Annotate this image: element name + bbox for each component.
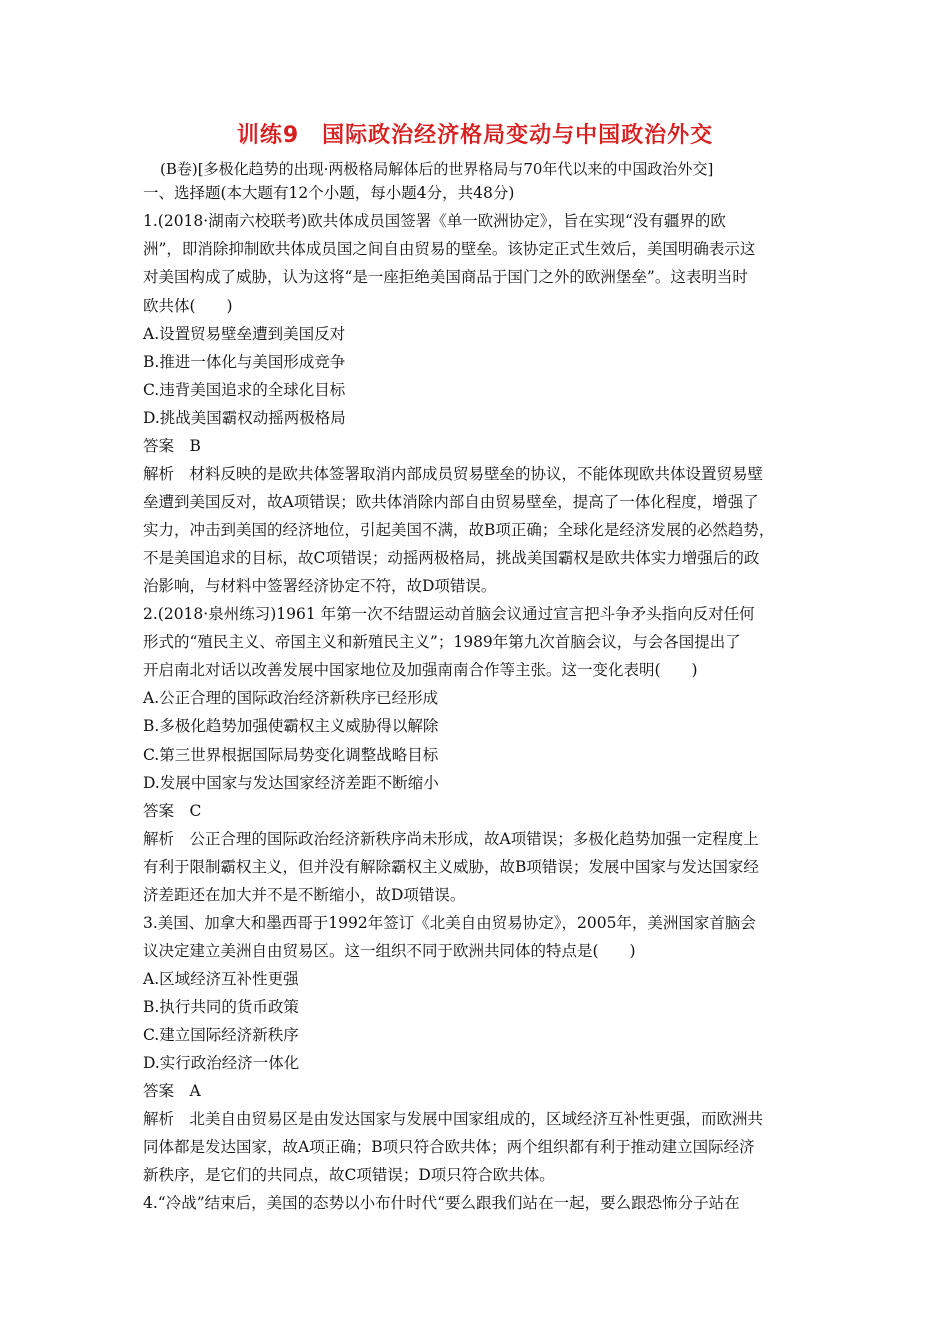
text-line: D.实行政治经济一体化 [143, 1054, 300, 1072]
text-line: 4.“冷战”结束后，美国的态势以小布什时代“要么跟我们站在一起，要么跟恐怖分子站在 [143, 1194, 740, 1212]
text-line: 济差距还在加大并不是不断缩小，故D项错误。 [143, 886, 466, 904]
section-heading: 一、选择题(本大题有12个小题，每小题4分，共48分) [143, 184, 515, 202]
text-line: 答案 C [143, 802, 202, 820]
page-title: 训练9 国际政治经济格局变动与中国政治外交 [236, 123, 714, 148]
text-line: C.第三世界根据国际局势变化调整战略目标 [143, 746, 439, 764]
text-line: 垒遭到美国反对，故A项错误；欧共体消除内部自由贸易壁垒，提高了一体化程度，增强了 [143, 493, 759, 511]
text-line: 不是美国追求的目标，故C项错误；动摇两极格局，挑战美国霸权是欧共体实力增强后的政 [143, 549, 760, 567]
text-line: B.多极化趋势加强使霸权主义威胁得以解除 [143, 717, 439, 735]
text-line: 治影响，与材料中签署经济协定不符，故D项错误。 [143, 577, 497, 595]
text-line: B.推进一体化与美国形成竞争 [143, 353, 346, 371]
page-subtitle: (B卷)[多极化趋势的出现·两极格局解体后的世界格局与70年代以来的中国政治外交] [160, 160, 714, 178]
text-line: 答案 A [143, 1082, 201, 1100]
text-line: 开启南北对话以改善发展中国家地位及加强南南合作等主张。这一变化表明( ) [143, 661, 698, 679]
text-line: 解析 北美自由贸易区是由发达国家与发展中国家组成的，区域经济互补性更强，而欧洲共 [143, 1110, 764, 1128]
text-line: 实力，冲击到美国的经济地位，引起美国不满，故B项正确；全球化是经济发展的必然趋势， [143, 521, 775, 539]
text-line: A.设置贸易壁垒遭到美国反对 [143, 325, 346, 343]
text-line: 对美国构成了威胁，认为这将“是一座拒绝美国商品于国门之外的欧洲堡垒”。这表明当时 [143, 268, 748, 286]
text-line: A.区域经济互补性更强 [143, 970, 299, 988]
text-line: 2.(2018·泉州练习)1961 年第一次不结盟运动首脑会议通过宣言把斗争矛头指向反对任何 [143, 605, 755, 623]
text-line: 同体都是发达国家，故A项正确；B项只符合欧共体；两个组织都有利于推动建立国际经济 [143, 1138, 755, 1156]
text-line: 解析 材料反映的是欧共体签署取消内部成员贸易壁垒的协议，不能体现欧共体设置贸易壁 [143, 465, 764, 483]
text-line: C.建立国际经济新秩序 [143, 1026, 299, 1044]
text-line: 新秩序，是它们的共同点，故C项错误；D项只符合欧共体。 [143, 1166, 555, 1184]
text-line: D.发展中国家与发达国家经济差距不断缩小 [143, 774, 439, 792]
text-line: 解析 公正合理的国际政治经济新秩序尚未形成，故A项错误；多极化趋势加强一定程度上 [143, 830, 759, 848]
text-line: 欧共体( ) [143, 297, 233, 315]
text-line: 洲”，即消除抑制欧共体成员国之间自由贸易的壁垒。该协定正式生效后，美国明确表示这 [143, 240, 756, 258]
text-line: 1.(2018·湖南六校联考)欧共体成员国签署《单一欧洲协定》，旨在实现“没有疆界的欧 [143, 212, 726, 230]
text-line: 议决定建立美洲自由贸易区。这一组织不同于欧洲共同体的特点是( ) [143, 942, 636, 960]
text-line: B.执行共同的货币政策 [143, 998, 299, 1016]
text-line: C.违背美国追求的全球化目标 [143, 381, 346, 399]
text-line: A.公正合理的国际政治经济新秩序已经形成 [143, 689, 439, 707]
text-line: 形式的“殖民主义、帝国主义和新殖民主义”；1989年第九次首脑会议，与会各国提出了 [143, 633, 741, 651]
text-line: 3.美国、加拿大和墨西哥于1992年签订《北美自由贸易协定》，2005年，美洲国家首脑会 [143, 914, 756, 932]
text-line: D.挑战美国霸权动摇两极格局 [143, 409, 346, 427]
text-line: 有利于限制霸权主义，但并没有解除霸权主义威胁，故B项错误；发展中国家与发达国家经 [143, 858, 759, 876]
text-line: 答案 B [143, 437, 201, 455]
